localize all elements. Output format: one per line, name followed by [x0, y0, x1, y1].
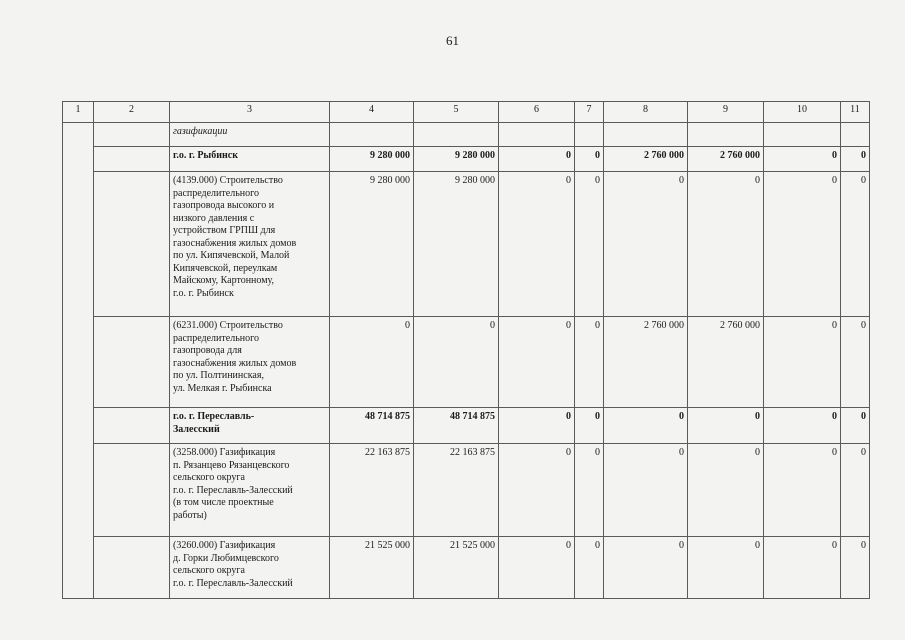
value-cell: 0 [604, 172, 688, 317]
value-cell: 48 714 875 [330, 408, 414, 444]
value-cell: 0 [841, 317, 870, 408]
value-cell: 21 525 000 [330, 537, 414, 599]
value-cell: 0 [841, 172, 870, 317]
column-number: 8 [604, 102, 688, 123]
value-cell: 0 [575, 444, 604, 537]
table-row [63, 123, 870, 147]
value-cell: 0 [499, 147, 575, 172]
column-number: 5 [414, 102, 499, 123]
value-cell: 0 [764, 537, 841, 599]
cell-col2 [94, 408, 170, 444]
value-cell: 0 [575, 172, 604, 317]
table-row [63, 537, 870, 599]
value-cell: 0 [499, 408, 575, 444]
table-row [63, 408, 870, 444]
column-number: 11 [841, 102, 870, 123]
cell-col2 [94, 444, 170, 537]
value-cell: 0 [764, 147, 841, 172]
value-cell: 0 [841, 147, 870, 172]
cell-col2 [94, 537, 170, 599]
value-cell: 0 [841, 444, 870, 537]
page-number: 61 [446, 33, 459, 48]
value-cell: 0 [604, 444, 688, 537]
value-cell: 0 [764, 317, 841, 408]
value-cell: 0 [688, 444, 764, 537]
table-row [63, 147, 870, 172]
item-name: (3258.000) Газификация п. Рязанцево Рязанцевского сельского округа г.о. г. Переславль-Залесский (в том числе проектные работы) [170, 444, 330, 537]
table-row [63, 172, 870, 317]
item-name: г.о. г. Переславль- Залесский [170, 408, 330, 444]
value-cell: 0 [575, 537, 604, 599]
item-name: г.о. г. Рыбинск [170, 147, 330, 172]
column-number: 4 [330, 102, 414, 123]
table-row [63, 444, 870, 537]
value-cell: 9 280 000 [414, 147, 499, 172]
value-cell: 9 280 000 [414, 172, 499, 317]
value-cell: 0 [414, 317, 499, 408]
value-cell: 0 [575, 317, 604, 408]
cell-col1-merged [63, 123, 94, 599]
value-cell: 0 [688, 537, 764, 599]
value-cell: 0 [575, 147, 604, 172]
value-cell: 0 [499, 537, 575, 599]
cell-col2 [94, 147, 170, 172]
value-cell: 0 [499, 444, 575, 537]
value-cell: 22 163 875 [414, 444, 499, 537]
item-name: (4139.000) Строительство распределительного газопровода высокого и низкого давления с устройством ГРПШ для газоснабжения жилых домов по ул. Кипячевской, Малой Кипячевской, переулкам Майскому, Картонному, г.о. г. Рыбинск [170, 172, 330, 317]
value-cell: 9 280 000 [330, 172, 414, 317]
value-cell: 0 [764, 408, 841, 444]
value-cell: 0 [764, 172, 841, 317]
value-cell: 0 [604, 537, 688, 599]
value-cell: 0 [604, 408, 688, 444]
column-number: 3 [170, 102, 330, 123]
value-cell: 0 [330, 317, 414, 408]
value-cell: 2 760 000 [688, 147, 764, 172]
item-name: (6231.000) Строительство распределительного газопровода для газоснабжения жилых домов по ул. Полтининская, ул. Мелкая г. Рыбинска [170, 317, 330, 408]
value-cell: 0 [841, 408, 870, 444]
value-cell: 0 [688, 408, 764, 444]
value-cell: 0 [499, 172, 575, 317]
column-number: 10 [764, 102, 841, 123]
value-cell: 0 [764, 444, 841, 537]
column-number: 6 [499, 102, 575, 123]
item-name: (3260.000) Газификация д. Горки Любимцевского сельского округа г.о. г. Переславль-Залесский [170, 537, 330, 599]
value-cell: 0 [575, 408, 604, 444]
cell-col2 [94, 317, 170, 408]
column-number: 2 [94, 102, 170, 123]
table-row [63, 317, 870, 408]
column-number: 1 [63, 102, 94, 123]
value-cell: 48 714 875 [414, 408, 499, 444]
value-cell: 21 525 000 [414, 537, 499, 599]
column-number: 9 [688, 102, 764, 123]
value-cell: 2 760 000 [604, 317, 688, 408]
value-cell: 0 [499, 317, 575, 408]
cell-col2 [94, 123, 170, 147]
value-cell: 0 [841, 537, 870, 599]
value-cell: 22 163 875 [330, 444, 414, 537]
value-cell: 0 [688, 172, 764, 317]
budget-table [62, 101, 870, 599]
item-name: газификации [170, 123, 330, 147]
column-number: 7 [575, 102, 604, 123]
cell-col2 [94, 172, 170, 317]
value-cell: 2 760 000 [604, 147, 688, 172]
value-cell: 9 280 000 [330, 147, 414, 172]
value-cell: 2 760 000 [688, 317, 764, 408]
column-number-row [63, 102, 870, 123]
